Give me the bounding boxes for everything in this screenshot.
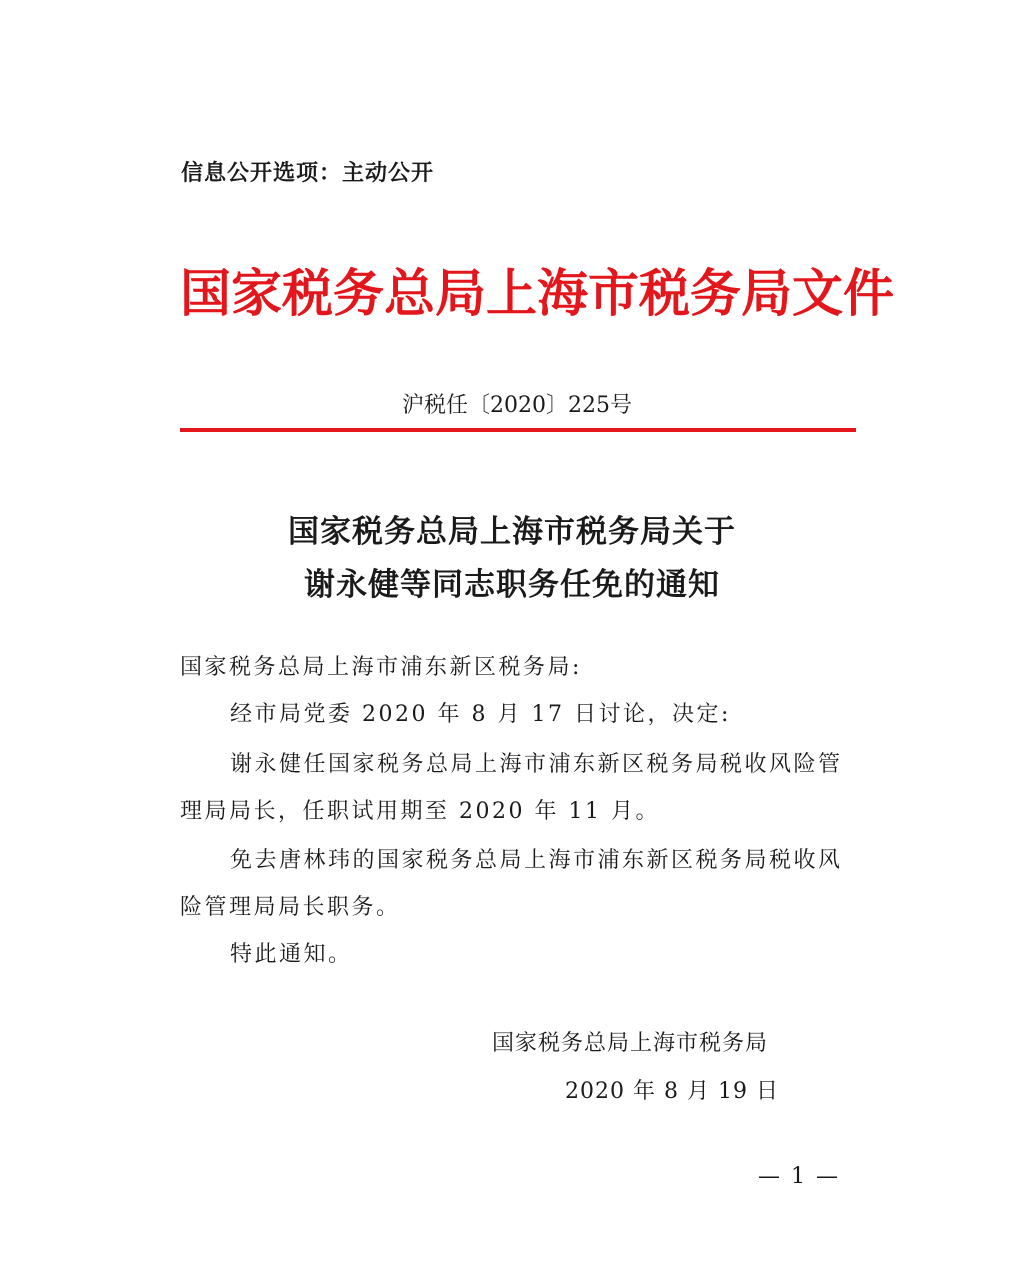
signature-organization: 国家税务总局上海市税务局 <box>492 1031 769 1056</box>
paragraph-appointment-line-2: 理局局长，任职试用期至 2020 年 11 月。 <box>180 799 660 824</box>
paragraph-appointment-line-1: 谢永健任国家税务总局上海市浦东新区税务局税收风险管 <box>230 752 843 777</box>
document-masthead: 国家税务总局上海市税务局文件 <box>180 264 895 324</box>
paragraph-removal-line-1: 免去唐林玮的国家税务总局上海市浦东新区税务局税收风 <box>230 848 843 873</box>
signature-date: 2020 年 8 月 19 日 <box>565 1079 779 1104</box>
document-title-line-2: 谢永健等同志职务任免的通知 <box>304 567 720 603</box>
paragraph-closing: 特此通知。 <box>230 942 353 967</box>
red-divider-line <box>180 428 856 432</box>
paragraph-decision: 经市局党委 2020 年 8 月 17 日讨论，决定: <box>230 702 731 727</box>
page-number: — 1 — <box>758 1164 840 1189</box>
addressee: 国家税务总局上海市浦东新区税务局: <box>180 655 582 680</box>
document-number: 沪税任〔2020〕225号 <box>402 393 632 418</box>
paragraph-removal-line-2: 险管理局局长职务。 <box>180 895 401 920</box>
document-title-line-1: 国家税务总局上海市税务局关于 <box>288 514 736 550</box>
disclosure-option: 信息公开选项：主动公开 <box>181 161 435 186</box>
